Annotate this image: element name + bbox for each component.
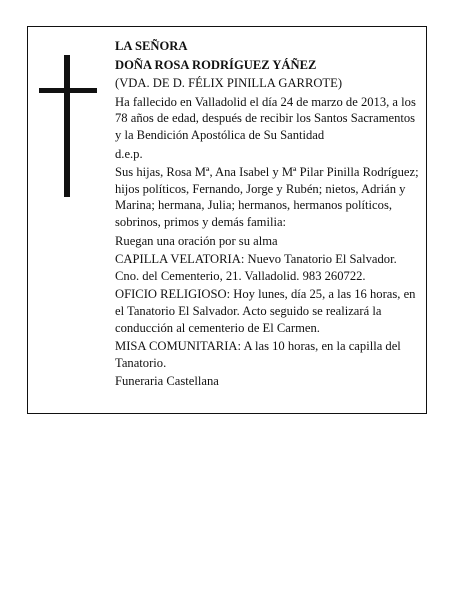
mass-info: MISA COMUNITARIA: A las 10 horas, en la capilla del Tanatorio. — [115, 339, 401, 370]
title-line: LA SEÑORA — [115, 39, 188, 53]
prayer-request: Ruegan una oración por su alma — [115, 233, 278, 248]
notice-text — [115, 38, 421, 392]
cross-horizontal-bar — [39, 88, 97, 93]
announcement: Ha fallecido en Valladolid el día 24 de marzo de 2013, a los 78 años de edad, después de recibir los Santos Sacramentos y la Bendición Apostólica de Su Santidad — [115, 94, 416, 142]
cross-vertical-bar — [64, 55, 70, 197]
family-list: Sus hijas, Rosa Mª, Ana Isabel y Mª Pilar Pinilla Rodríguez; hijos políticos, Fernando, Jorge y Rubén; nietos, Adrián y Marina; hermana, Julia; hermanos, hermanos políticos, sobrinos, primos y demás familia: — [115, 165, 419, 229]
rip-line: d.e.p. — [115, 146, 143, 161]
chapel-info: CAPILLA VELATORIA: Nuevo Tanatorio El Salvador. Cno. del Cementerio, 21. Valladolid. 983 260722. — [115, 252, 397, 283]
obituary-notice — [27, 26, 427, 414]
funeral-home: Funeraria Castellana — [115, 374, 219, 389]
widow-line: (VDA. DE D. FÉLIX PINILLA GARROTE) — [115, 76, 343, 91]
cross-icon — [39, 55, 97, 197]
deceased-name: DOÑA ROSA RODRÍGUEZ YÁÑEZ — [115, 57, 317, 72]
service-info: OFICIO RELIGIOSO: Hoy lunes, día 25, a las 16 horas, en el Tanatorio El Salvador. Acto seguido se realizará la conducción al cementerio de El Carmen. — [115, 287, 416, 335]
